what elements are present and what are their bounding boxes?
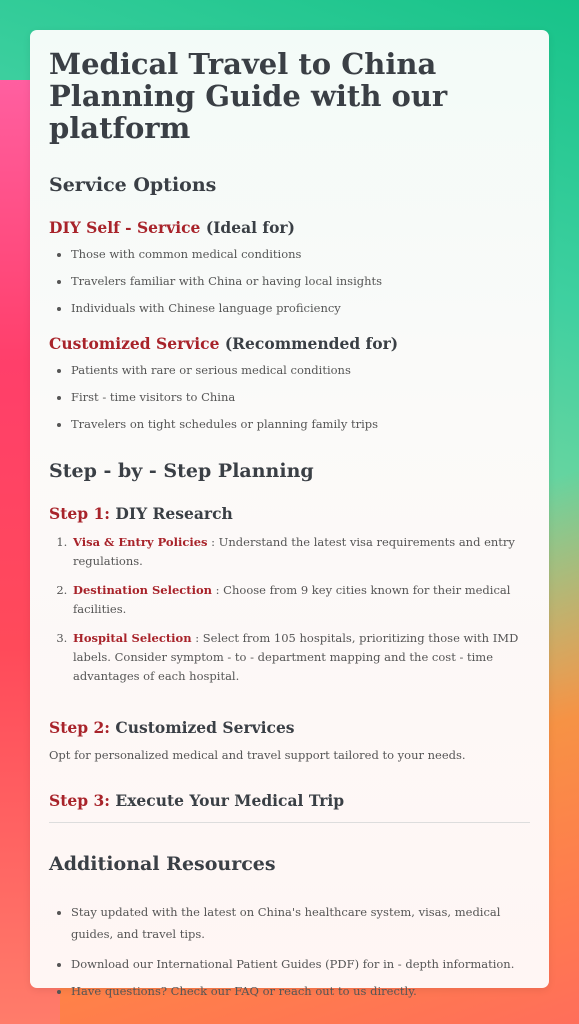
step3-label: Step 3: [49,791,110,810]
guide-card [30,30,549,998]
step1-text: : Choose from 9 key cities known for their medical facilities. [73,583,511,616]
step1-list [49,533,530,686]
diy-service-name: DIY Self - Service [49,218,201,237]
custom-service-list [49,363,530,432]
step1-text: : Select from 105 hospitals, prioritizing those with IMD labels. Consider symptom - to - department mapping and the cost - time advantages of each hospital. [73,631,519,683]
page-title: Medical Travel to China Planning Guide with our platform [49,47,448,145]
custom-service-heading [49,334,530,353]
step1-heading [49,504,530,523]
list-item: • First - time visitors to China [71,390,530,405]
resources-heading: Additional Resources [49,853,276,875]
list-item: • Download our International Patient Guides (PDF) for in - depth information. [71,957,530,972]
list-item: • Stay updated with the latest on China's healthcare system, visas, medical guides, and travel tips. [71,901,530,945]
step2-label: Step 2: [49,718,110,737]
step1-term: Destination Selection [73,583,212,597]
list-item [71,533,530,571]
list-item [71,629,530,686]
step1-text: : Understand the latest visa requirements and entry regulations. [73,535,515,568]
list-item: • Individuals with Chinese language proficiency [71,301,530,316]
step3-title: Execute Your Medical Trip [115,791,345,810]
step3-heading [49,791,530,810]
step1-label: Step 1: [49,504,110,523]
resources-list [49,901,530,999]
step1-title: DIY Research [115,504,233,523]
diy-service-list [49,247,530,316]
diy-service-heading [49,218,530,237]
custom-service-suffix: (Recommended for) [224,334,399,353]
custom-service-name: Customized Service [49,334,220,353]
diy-service-suffix: (Ideal for) [205,218,295,237]
list-item [71,581,530,619]
step2-heading [49,718,530,737]
list-item: • Patients with rare or serious medical conditions [71,363,530,378]
step2-description: Opt for personalized medical and travel support tailored to your needs. [49,748,466,762]
service-options-heading: Service Options [49,174,217,196]
step2-title: Customized Services [115,718,295,737]
list-item: • Travelers familiar with China or having local insights [71,274,530,289]
planning-heading: Step - by - Step Planning [49,460,314,482]
divider [49,822,530,823]
list-item: • Those with common medical conditions [71,247,530,262]
step1-term: Visa & Entry Policies [73,535,208,549]
list-item: • Have questions? Check our FAQ or reach out to us directly. [71,984,530,999]
list-item: • Travelers on tight schedules or planning family trips [71,417,530,432]
step1-term: Hospital Selection [73,631,192,645]
